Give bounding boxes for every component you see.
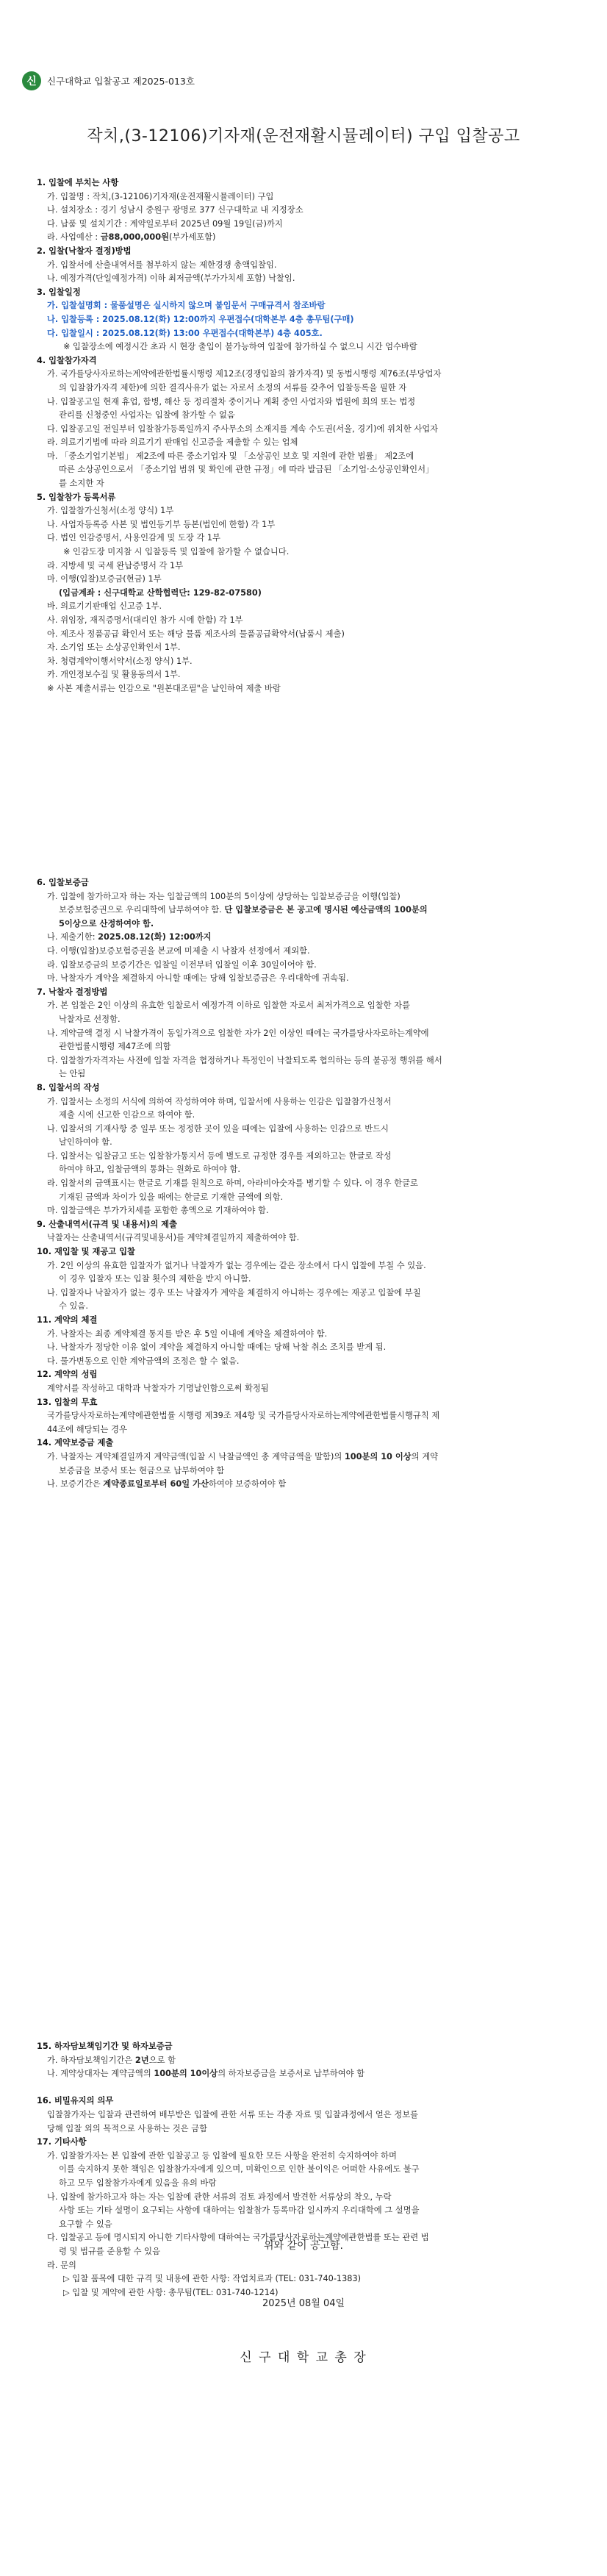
body-line: ▷ 입찰 및 계약에 관한 사항: 총무팀(TEL: 031-740-1214) [63,2287,279,2297]
section-heading: 12. 계약의 성립 [37,1370,98,1380]
body-line: 라. 입찰보증금의 보증기간은 입찰일 이전부터 입찰일 이후 30일이어야 함. [47,959,317,970]
body-line: 나. 낙찰자가 정당한 이유 없이 계약을 체결하지 아니할 때에는 당해 낙찰 취소 조치를 받게 됨. [47,1342,387,1353]
document-header [22,71,195,91]
body-line: 차. 청렴계약이행서약서(소정 양식) 1부. [47,656,193,666]
body-line: ※ 인감도장 미지참 시 입찰등록 및 입찰에 참가할 수 없습니다. [63,547,290,557]
body-line: 하여야 하고, 입찰금액의 통화는 원화로 하여야 함. [59,1164,240,1175]
text-segment: 100분의 10 이상 [344,1451,412,1461]
body-line [37,1478,581,1492]
section-heading: 7. 낙찰자 결정방법 [37,987,108,997]
body-line: 가. 입찰설명회 : 물품설명은 실시하지 않으며 붙임문서 구매규격서 참조바람 [47,301,326,311]
section-heading: 11. 계약의 체결 [37,1315,98,1325]
body-line: 가. 입찰참가신청서(소정 양식) 1부 [47,506,174,516]
body-line: 당해 입찰 외의 목적으로 사용하는 것은 금함 [47,2123,207,2133]
body-line: 낙찰자로 선정함. [59,1014,121,1024]
body-line: 라. 지방세 및 국세 완납증명서 각 1부 [47,560,184,570]
section-heading: 17. 기타사항 [37,2137,87,2147]
section-heading: 14. 계약보증금 제출 [37,1438,114,1448]
text-segment: 2년 [134,2055,149,2065]
body-line: (입금계좌 : 신구대학교 산학협력단: 129-82-07580) [59,587,262,598]
section-heading: 9. 산출내역서(규격 및 내용서)의 제출 [37,1219,177,1229]
text-segment: (부가세포함) [169,232,216,243]
body-line: 이 경우 입찰자 또는 입찰 횟수의 제한을 받지 아니함. [59,1274,251,1284]
body-line: 가. 본 입찰은 2인 이상의 유효한 입찰로서 예정가격 이하로 입찰한 자로서 최저가격으로 입찰한 자를 [47,1001,410,1011]
section-heading: 8. 입찰서의 작성 [37,1082,100,1092]
body-line: 다. 납품 및 설치기간 : 계약일로부터 2025년 09월 19일(금)까지 [47,218,283,229]
body-line: 의 입찰참가자격 제한)에 의한 결격사유가 없는 자로서 소정의 서류를 갖추어 입찰등록을 필한 자 [59,382,407,393]
text-segment: 라. 사업예산 : [47,232,101,243]
notice-body-part-2 [37,876,581,1492]
body-line: 다. 물가변동으로 인한 계약금액의 조정은 할 수 없음. [47,1356,240,1366]
text-segment: 의 계약 [411,1451,439,1461]
body-line: 나. 계약금액 결정 시 낙찰가격이 동일가격으로 입찰한 자가 2인 이상인 때에는 국가를당사자로하는계약에 [47,1028,429,1038]
body-line: 를 소지한 자 [59,479,104,489]
notice-body-part-3 [37,2040,581,2300]
body-line: 기재된 금액과 차이가 있을 때에는 한글로 기재한 금액에 의함. [59,1192,284,1202]
body-line: 다. 입찰일시 : 2025.08.12(화) 13:00 우편접수(대학본부) 4층 405호. [47,328,323,338]
text-segment: 단 입찰보증금은 본 공고에 명시된 예산금액의 100분의 [224,905,428,915]
body-line: 가. 낙찰자는 최종 계약체결 통지를 받은 후 5일 이내에 계약을 체결하여야 함. [47,1328,328,1339]
body-line: 사항 또는 기타 설명이 요구되는 사항에 대하여는 입찰참가 등록마감 일시까지 우리대학에 그 설명을 [59,2205,420,2216]
body-line: 날인하여야 함. [59,1137,112,1148]
body-line: 나. 사업자등록증 사본 및 법인등기부 등본(법인에 한함) 각 1부 [47,519,276,529]
section-heading: 3. 입찰일정 [37,287,81,297]
body-line: ▷ 입찰 품목에 대한 규격 및 내용에 관한 사항: 작업치료과 (TEL: 031-740-1383) [63,2274,362,2284]
text-segment: 나. 보증기간은 [47,1479,104,1489]
body-line: 나. 예정가격(단일예정가격) 이하 최저금액(부가가치세 포함) 낙찰임. [47,273,295,284]
page-title: 작치,(3-12106)기자재(운전재활시뮬레이터) 구입 입찰공고 [87,127,520,146]
text-segment: 가. 하자담보책임기간은 [47,2055,135,2065]
text-segment: 하여야 보증하여야 함 [208,1479,287,1489]
body-line [37,2081,581,2095]
body-line: 다. 입찰참가자격자는 사전에 입찰 자격을 협정하거나 특정인이 낙찰되도록 협의하는 등의 불공정 행위를 해서 [47,1055,442,1065]
body-line: 이를 숙지하지 못한 책임은 입찰참가자에게 있으며, 미확인으로 인한 불이익은 어떠한 사유에도 불구 [59,2164,420,2175]
section-heading: 10. 재입찰 및 재공고 입찰 [37,1247,135,1257]
body-line: 낙찰자는 산출내역서(규격및내용서)를 계약체결일까지 제출하여야 함. [47,1233,300,1243]
body-line: 다. 입찰공고일 전일부터 입찰참가등록일까지 주사무소의 소재지를 계속 수도권(서울, 경기)에 위치한 사업자 [47,423,439,434]
body-line [37,1450,581,1464]
body-line: 사. 위임장, 재직증명서(대리인 참가 시에 한함) 각 1부 [47,615,243,625]
body-line: 자. 소기업 또는 소상공인확인서 1부. [47,643,181,653]
body-line: 나. 설치장소 : 경기 성남시 중원구 광명로 377 신구대학교 내 지정장소 [47,205,304,215]
section-heading: 6. 입찰보증금 [37,878,89,887]
body-line: 다. 이행(입찰)보증보험증권을 본교에 미제출 시 낙찰자 선정에서 제외함. [47,945,310,956]
body-line: 가. 2인 이상의 유효한 입찰자가 없거나 낙찰자가 없는 경우에는 같은 장소에서 다시 입찰에 부칠 수 있음. [47,1260,426,1270]
notice-body-part-1 [37,176,581,696]
body-line: 라. 의료기기법에 따라 의료기기 판매업 신고증을 제출할 수 있는 업체 [47,437,298,448]
text-segment: 나. 제출기한: [47,932,98,942]
body-line: 가. 국가를당사자로하는계약에관한법률시행령 제12조(경쟁입찰의 참가자격) 및 동법시행령 제76조(부당업자 [47,369,442,379]
body-line: 는 안됨 [59,1069,86,1079]
university-logo-icon: 신 [22,71,41,90]
text-segment: 으로 함 [148,2055,176,2065]
body-line: 44조에 해당되는 경우 [47,1424,127,1434]
notice-date: 2025년 08월 04일 [262,2298,345,2309]
body-line: 아. 제조사 정품공급 확인서 또는 해당 물품 제조사의 물품공급확약서(납품시 제출) [47,629,345,639]
body-line: 나. 입찰등록 : 2025.08.12(화) 12:00까지 우편접수(대학본부 4층 총무팀(구매) [47,314,354,324]
body-line: 다. 입찰서는 입찰금고 또는 입찰참가통지서 등에 별도로 규정한 경우를 제외하고는 한글로 작성 [47,1151,392,1161]
section-heading: 13. 입찰의 무효 [37,1397,98,1407]
body-line: 마. 입찰금액은 부가가치세를 포함한 총액으로 기재하여야 함. [47,1206,269,1216]
section-heading: 2. 입찰(낙찰자 결정)방법 [37,246,132,256]
section-heading: 15. 하자담보책임기간 및 하자보증금 [37,2042,173,2051]
body-line: 제출 시에 신고한 인감으로 하여야 함. [59,1110,195,1120]
body-line: ※ 사본 제출서류는 인감으로 "원본대조필"을 날인하여 제출 바람 [47,683,281,693]
body-line: 수 있음. [59,1301,88,1312]
text-segment: 나. 계약상대자는 계약금액의 [47,2069,154,2079]
body-line: 가. 입찰서는 소정의 서식에 의하여 작성하여야 하며, 입찰서에 사용하는 인감은 입찰참가신청서 [47,1096,392,1106]
body-line: 국가를당사자로하는계약에관한법률 시행령 제39조 제4항 및 국가를당사자로하는계약에관한법률시행규칙 제 [47,1411,440,1421]
body-line [37,2067,581,2081]
body-line [37,2054,581,2068]
body-line: 하고 모두 입찰참가자에게 있음을 유의 바람 [59,2178,217,2188]
section-heading: 4. 입찰참가자격 [37,355,97,365]
notice-number: 신구대학교 입찰공고 제2025-013호 [47,76,195,87]
body-line: 나. 입찰자나 낙찰자가 없는 경우 또는 낙찰자가 계약을 체결하지 아니하는 경우에는 재공고 입찰에 부칠 [47,1287,421,1298]
body-line: 따른 소상공인으로서 「중소기업 범위 및 확인에 관한 규정」에 따라 발급된 「소기업·소상공인확인서」 [59,465,434,475]
body-line: 5이상으로 산정하여야 함. [59,918,154,929]
signer-name: 신 구 대 학 교 총 장 [240,2350,367,2365]
section-heading: 5. 입찰참가 등록서류 [37,492,116,502]
body-line: 가. 입찰서에 산출내역서를 첨부하지 않는 제한경쟁 총액입찰임. [47,260,277,270]
body-line: 령 및 법규를 준용할 수 있음 [59,2246,160,2256]
text-segment: 100분의 10이상 [154,2069,218,2079]
body-line: 가. 입찰명 : 작치,(3-12106)기자재(운전재활시뮬레이터) 구입 [47,191,274,201]
body-line: 입찰참가자는 입찰과 관련하여 배부받은 입찰에 관한 서류 또는 각종 자료 및 입찰과정에서 얻은 정보를 [47,2109,419,2119]
body-line: 다. 법인 인감증명서, 사용인감계 및 도장 각 1부 [47,533,220,543]
text-segment: 계약종료일로부터 60일 가산 [103,1479,209,1489]
body-line: 라. 문의 [47,2260,76,2270]
body-line: 계약서를 작성하고 대학과 낙찰자가 기명날인함으로써 확정됨 [47,1383,269,1393]
body-line [37,231,581,245]
body-line: 마. 「중소기업기본법」 제2조에 따른 중소기업자 및 「소상공인 보호 및 지원에 관한 법률」 제2조에 [47,451,414,461]
body-line [37,931,581,945]
body-line: 가. 입찰참가자는 본 입찰에 관한 입찰공고 등 입찰에 필요한 모든 사항을 완전히 숙지하여야 하며 [47,2150,397,2161]
text-segment: 가. 낙찰자는 계약체결일까지 계약금액(입찰 시 낙찰금액인 총 계약금액을 말함)의 [47,1451,345,1461]
body-line: 마. 이행(입찰)보증금(현금) 1부 [47,574,162,584]
body-line: ※ 입찰장소에 예정시간 초과 시 현장 출입이 불가능하여 입찰에 참가하실 수 없으니 시간 엄수바람 [63,342,417,352]
body-line: 보증금을 보증서 또는 현금으로 납부하여야 함 [59,1465,225,1475]
body-line: 가. 입찰에 참가하고자 하는 자는 입찰금액의 100분의 5이상에 상당하는 입찰보증금을 이행(입찰) [47,891,401,901]
body-line: 요구할 수 있음 [59,2219,112,2229]
text-segment: 의 하자보증금을 보증서로 납부하여야 함 [218,2069,365,2079]
body-line [37,904,581,917]
text-segment: 2025.08.12(화) 12:00까지 [98,932,212,942]
body-line: 라. 입찰서의 금액표시는 한글로 기재를 원칙으로 하며, 아라비아숫자를 병기할 수 있다. 이 경우 한글로 [47,1178,418,1189]
section-heading: 1. 입찰에 부치는 사항 [37,178,119,187]
body-line: 관리를 신청중인 사업자는 입찰에 참가할 수 없음 [59,410,235,421]
text-segment: 금88,000,000원 [100,232,170,243]
body-line: 다. 입찰공고 등에 명시되지 아니한 기타사항에 대하여는 국가를당사자로하는계약에관한법률 또는 관련 법 [47,2233,429,2243]
body-line: 바. 의료기기판매업 신고증 1부. [47,601,162,612]
text-segment: 보증보험증권으로 우리대학에 납부하여야 함. [59,905,225,915]
body-line: 카. 개인정보수집 및 활용동의서 1부. [47,670,181,680]
closing-statement: 위와 같이 공고함. [263,2240,344,2252]
body-line: 나. 입찰공고일 현재 휴업, 합병, 해산 등 정리절차 중이거나 계획 중인 사업자와 법원에 회의 또는 법정 [47,396,416,407]
section-heading: 16. 비밀유지의 의무 [37,2096,114,2106]
body-line: 나. 입찰서의 기재사항 중 일부 또는 정정한 곳이 있을 때에는 입찰에 사용하는 인감으로 반드시 [47,1123,389,1134]
body-line: 마. 낙찰자가 계약을 체결하지 아니할 때에는 당해 입찰보증금은 우리대학에 귀속됨. [47,973,349,984]
body-line: 나. 입찰에 참가하고자 하는 자는 입찰에 관한 서류의 검토 과정에서 발견한 서류상의 착오, 누락 [47,2192,392,2202]
body-line: 관한법률시행령 제47조에 의함 [59,1042,171,1052]
